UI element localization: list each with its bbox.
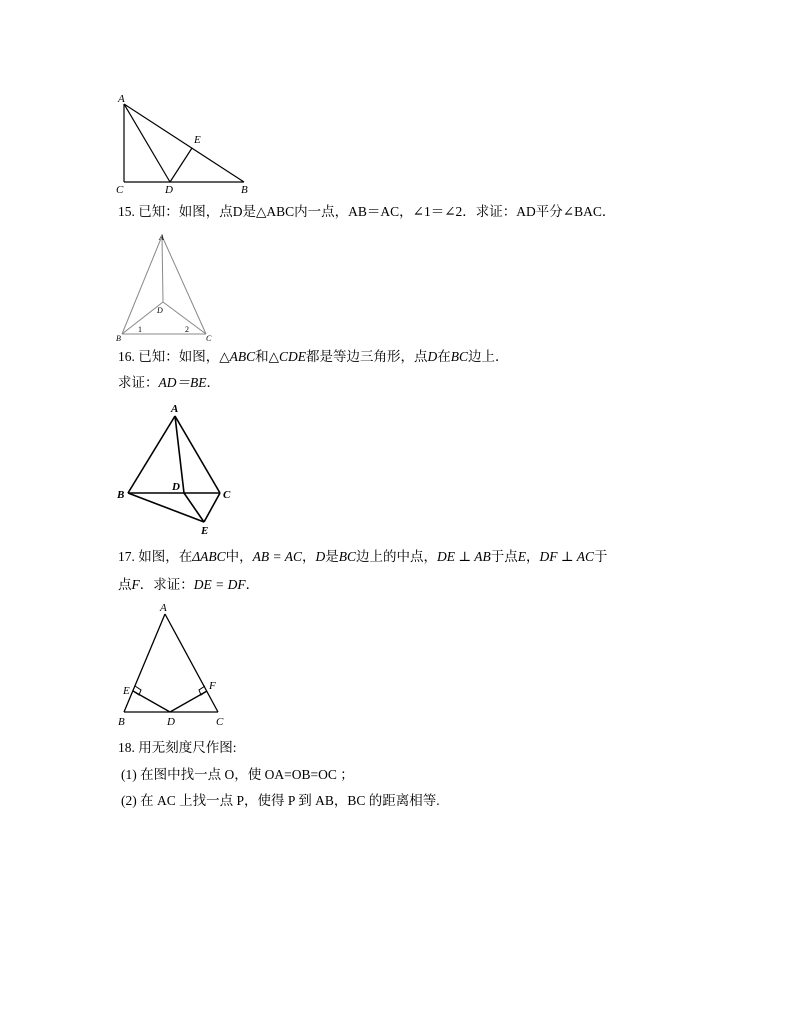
q17-number: 17. [118,549,135,564]
q16-prove-label: 求证： [118,375,159,390]
question-17-line-2 [118,576,259,594]
label-b: B [116,334,121,343]
label-d: D [167,716,175,728]
q17-text-5: 边上的中点， [356,549,438,564]
q18-title: 用无刻度尺作图: [138,740,237,755]
label-d: D [172,481,180,493]
seg-de [184,493,204,522]
seg-de [170,148,192,182]
q17-prove-end: ． [245,577,260,592]
q17-text-6: 于点 [490,549,518,564]
label-a: A [159,233,164,242]
question-17-line-1 [118,548,607,566]
seg-ad [175,416,184,493]
seg-ac [165,614,218,712]
question-18-item-2 [121,792,440,810]
label-b: B [117,489,125,501]
label-c: C [223,489,231,501]
label-b: B [118,716,125,728]
q16-tri-abc: △ABC [219,349,256,364]
q16-text-1: 已知：如图， [138,349,220,364]
right-angle-e [133,686,141,695]
seg-ab [124,104,244,182]
label-b: B [241,184,248,196]
q16-seg-bc: BC [450,349,469,364]
label-e: E [194,134,201,146]
q18-number: 18. [118,740,135,755]
seg-ce [204,493,220,522]
q17-text-2: 中， [225,549,253,564]
q17-text-1: 如图，在 [138,549,193,564]
seg-ab [124,614,165,712]
q17-eq1: AB = AC [252,549,303,564]
q17-point-e: E [517,549,526,564]
right-angle-f [199,686,207,695]
q17-point-d: D [315,549,326,564]
q17-text-4: 是 [325,549,339,564]
seg-ab [128,416,175,493]
q17-df-perp: DF ⊥ AC [539,549,594,564]
seg-ab [122,236,162,334]
q16-text-2: 和 [255,349,269,364]
q16-number: 16. [118,349,135,364]
seg-ad [124,104,170,182]
q17-seg-bc: BC [338,549,357,564]
q16-text-4: 在 [437,349,451,364]
question-18-item-1 [121,766,354,784]
question-18-title [118,739,237,757]
seg-be [128,493,204,522]
seg-bd [122,302,163,334]
question-15 [118,203,615,221]
seg-cd [163,302,206,334]
label-d: D [165,184,173,196]
question-16-line-1 [118,348,509,366]
q17-prove-label: ．求证： [139,577,194,592]
q16-prove-math: AD＝BE [158,375,207,390]
q16-tri-cde: △CDE [268,349,307,364]
q17-eq2: DE = DF [193,577,246,592]
q17-text-9: 点 [118,577,132,592]
seg-de [133,691,170,712]
q17-text-8: 于 [593,549,608,564]
q16-text-5: 边上． [468,349,509,364]
q15-text: 已知：如图，点D是△ABC内一点，AB＝AC，∠1＝∠2．求证：AD平分∠BAC． [138,204,616,219]
label-d: D [157,306,163,315]
label-f: F [209,680,216,692]
label-c: C [206,334,212,343]
label-c: C [216,716,224,728]
q17-tri: ΔABC [192,549,226,564]
q18-item-1-text: (1) 在图中找一点 O，使 OA=OB=OC ； [121,767,354,782]
q16-text-3: 都是等边三角形，点 [306,349,428,364]
seg-ac [162,236,206,334]
label-a: A [118,93,125,105]
label-c: C [116,184,124,196]
label-e: E [201,525,209,537]
q17-point-f: F [131,577,140,592]
seg-ad [162,236,163,302]
label-a: A [171,403,179,415]
label-2: 2 [185,325,189,334]
q17-text-7: ， [526,549,540,564]
q16-prove-end: ． [206,375,220,390]
q17-text-3: ， [302,549,316,564]
q17-de-perp: DE ⊥ AB [437,549,491,564]
label-e: E [123,685,130,697]
seg-ac [175,416,220,493]
q16-point-d: D [427,349,438,364]
label-a: A [160,602,167,614]
q15-number: 15. [118,204,135,219]
q18-item-2-text: (2) 在 AC 上找一点 P，使得 P 到 AB，BC 的距离相等. [121,793,440,808]
question-16-line-2 [118,374,220,392]
label-1: 1 [138,325,142,334]
seg-df [170,691,207,712]
